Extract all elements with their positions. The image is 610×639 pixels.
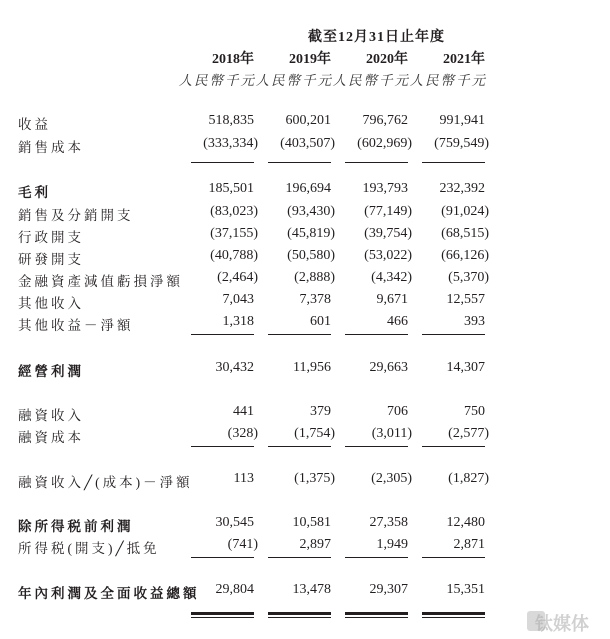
single-underline — [268, 162, 331, 163]
cell-value: 11,956 — [293, 360, 331, 375]
row-label: 銷售成本 — [18, 140, 84, 155]
cell-value: (40,788) — [210, 248, 258, 263]
cell-value: (39,754) — [364, 226, 412, 241]
cell-value: (68,515) — [441, 226, 489, 241]
single-underline — [345, 557, 408, 558]
cell-value: 7,378 — [299, 292, 331, 307]
cell-value: 185,501 — [208, 181, 254, 196]
cell-value: 796,762 — [362, 113, 408, 128]
cell-value: (759,549) — [434, 136, 489, 151]
cell-value: 466 — [387, 314, 408, 329]
cell-value: 379 — [310, 404, 331, 419]
double-underline-thin — [268, 617, 331, 618]
double-underline-thick — [422, 612, 485, 615]
cell-value: 601 — [310, 314, 331, 329]
row-label: 研發開支 — [18, 252, 84, 267]
cell-value: (403,507) — [280, 136, 335, 151]
double-underline-thin — [191, 617, 254, 618]
cell-value: 196,694 — [285, 181, 331, 196]
cell-value: (1,754) — [294, 426, 335, 441]
cell-value: (333,334) — [203, 136, 258, 151]
double-underline-thick — [268, 612, 331, 615]
cell-value: 27,358 — [369, 515, 408, 530]
single-underline — [268, 334, 331, 335]
row-label: 融資收入 — [18, 408, 84, 423]
cell-value: (50,580) — [287, 248, 335, 263]
cell-value: (328) — [227, 426, 258, 441]
row-label: 除所得税前利潤 — [18, 519, 134, 534]
single-underline — [268, 557, 331, 558]
year-header-2020: 2020年 — [366, 52, 408, 67]
cell-value: (741) — [227, 537, 258, 552]
cell-value: 15,351 — [446, 582, 485, 597]
cell-value: (2,888) — [294, 270, 335, 285]
cell-value: 706 — [387, 404, 408, 419]
double-underline-thin — [345, 617, 408, 618]
row-label: 其他收入 — [18, 296, 84, 311]
unit-label-2021: 人民幣千元 — [409, 73, 487, 88]
cell-value: 10,581 — [292, 515, 331, 530]
unit-label-2019: 人民幣千元 — [255, 73, 333, 88]
cell-value: (93,430) — [287, 204, 335, 219]
unit-label-2018: 人民幣千元 — [178, 73, 256, 88]
cell-value: 30,432 — [215, 360, 254, 375]
cell-value: (2,464) — [217, 270, 258, 285]
row-label: 行政開支 — [18, 230, 84, 245]
cell-value: (5,370) — [448, 270, 489, 285]
cell-value: (602,969) — [357, 136, 412, 151]
cell-value: 113 — [233, 471, 254, 486]
double-underline-thick — [345, 612, 408, 615]
cell-value: (37,155) — [210, 226, 258, 241]
cell-value: (66,126) — [441, 248, 489, 263]
cell-value: 29,804 — [215, 582, 254, 597]
cell-value: 13,478 — [292, 582, 331, 597]
single-underline — [191, 334, 254, 335]
single-underline — [422, 162, 485, 163]
cell-value: 12,480 — [446, 515, 485, 530]
single-underline — [345, 446, 408, 447]
cell-value: 1,949 — [376, 537, 408, 552]
single-underline — [422, 446, 485, 447]
cell-value: 29,307 — [369, 582, 408, 597]
cell-value: 9,671 — [376, 292, 408, 307]
cell-value: 393 — [464, 314, 485, 329]
single-underline — [345, 162, 408, 163]
single-underline — [422, 334, 485, 335]
row-label: 收益 — [18, 117, 51, 132]
cell-value: 2,897 — [299, 537, 331, 552]
cell-value: 14,307 — [446, 360, 485, 375]
row-label: 其他收益－淨額 — [18, 318, 134, 333]
single-underline — [191, 446, 254, 447]
cell-value: 2,871 — [453, 537, 485, 552]
cell-value: (4,342) — [371, 270, 412, 285]
single-underline — [268, 446, 331, 447]
single-underline — [191, 162, 254, 163]
cell-value: (2,305) — [371, 471, 412, 486]
single-underline — [422, 557, 485, 558]
row-label: 融資成本 — [18, 430, 84, 445]
row-label: 經營利潤 — [18, 364, 84, 379]
cell-value: 991,941 — [439, 113, 485, 128]
single-underline — [345, 334, 408, 335]
double-underline-thick — [191, 612, 254, 615]
cell-value: 600,201 — [285, 113, 331, 128]
cell-value: 750 — [464, 404, 485, 419]
year-header-2021: 2021年 — [443, 52, 485, 67]
cell-value: (2,577) — [448, 426, 489, 441]
cell-value: 441 — [233, 404, 254, 419]
watermark: 钛媒体 — [535, 614, 589, 635]
cell-value: (45,819) — [287, 226, 335, 241]
unit-label-2020: 人民幣千元 — [332, 73, 410, 88]
row-label: 融資收入╱(成本)－淨額 — [18, 475, 193, 490]
cell-value: 518,835 — [208, 113, 254, 128]
cell-value: (3,011) — [371, 426, 412, 441]
cell-value: 29,663 — [369, 360, 408, 375]
cell-value: 1,318 — [222, 314, 254, 329]
cell-value: (53,022) — [364, 248, 412, 263]
row-label: 年內利潤及全面收益總額 — [18, 586, 200, 601]
row-label: 毛利 — [18, 185, 51, 200]
cell-value: 232,392 — [439, 181, 485, 196]
cell-value: (77,149) — [364, 204, 412, 219]
cell-value: 7,043 — [222, 292, 254, 307]
double-underline-thin — [422, 617, 485, 618]
cell-value: (1,375) — [294, 471, 335, 486]
cell-value: 12,557 — [446, 292, 485, 307]
row-label: 金融資產減值虧損淨額 — [18, 274, 183, 289]
cell-value: 30,545 — [215, 515, 254, 530]
period-header: 截至12月31日止年度 — [308, 30, 445, 45]
cell-value: (1,827) — [448, 471, 489, 486]
cell-value: (83,023) — [210, 204, 258, 219]
year-header-2018: 2018年 — [212, 52, 254, 67]
cell-value: (91,024) — [441, 204, 489, 219]
year-header-2019: 2019年 — [289, 52, 331, 67]
row-label: 所得税(開支)╱抵免 — [18, 541, 160, 556]
single-underline — [191, 557, 254, 558]
cell-value: 193,793 — [362, 181, 408, 196]
row-label: 銷售及分銷開支 — [18, 208, 134, 223]
